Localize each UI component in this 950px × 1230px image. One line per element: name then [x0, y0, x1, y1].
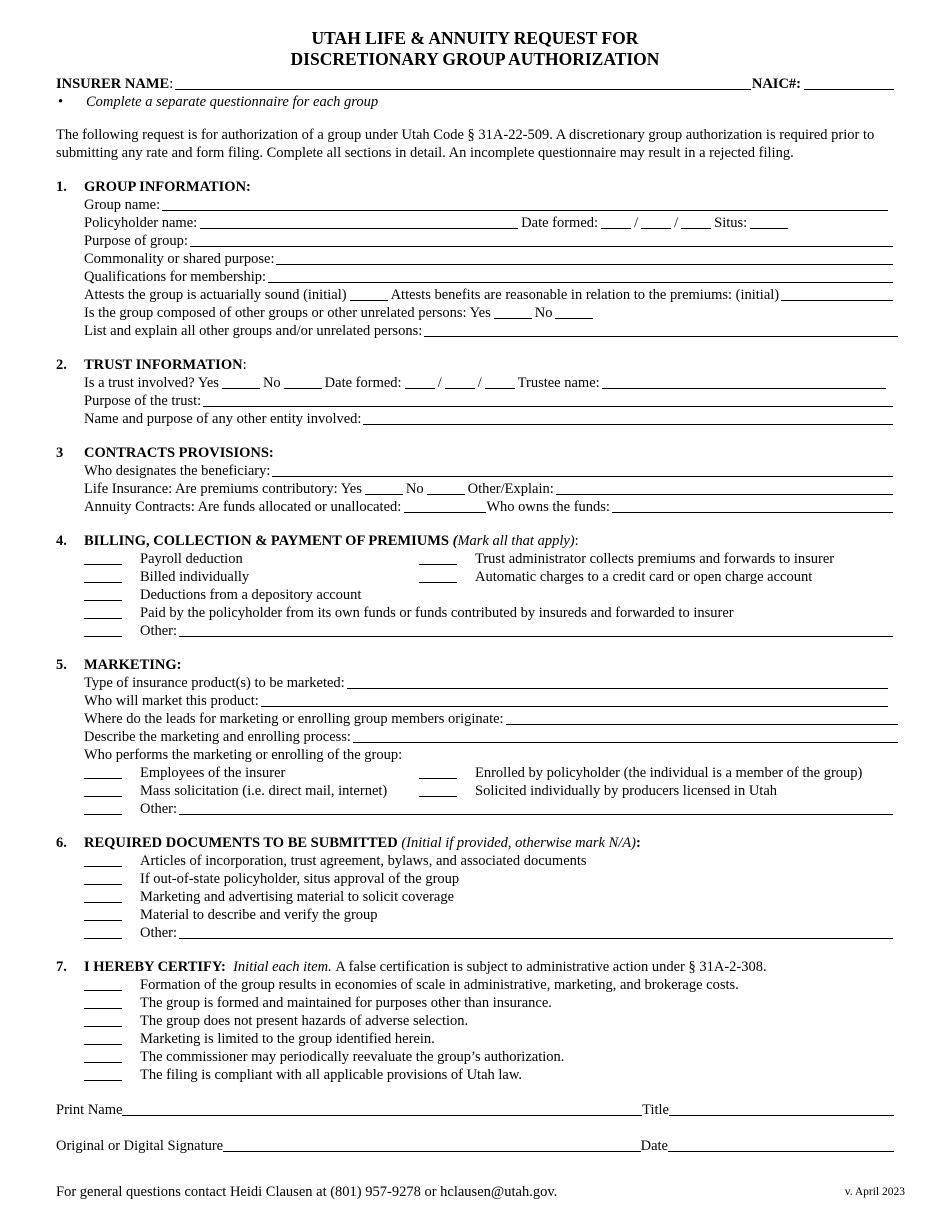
section-7-note: Initial each item. [233, 959, 332, 975]
certify-4-initial[interactable] [84, 1031, 122, 1045]
beneficiary-label: Who designates the beneficiary: [84, 463, 271, 479]
date-formed-day[interactable] [641, 215, 671, 229]
situs-field[interactable] [750, 215, 788, 229]
certify-6-initial[interactable] [84, 1067, 122, 1081]
trust-admin-label: Trust administrator collects premiums and forwards to insurer [475, 551, 835, 567]
section-3-number: 3 [56, 445, 64, 461]
group-name-field[interactable] [162, 197, 888, 211]
section-trust-information: 2. TRUST INFORMATION : Is a trust involved? Yes No Date formed: / / Trustee name: Purpose of the trust: Name and purpose of any other entity involved: [56, 356, 894, 428]
doc-articles-label: Articles of incorporation, trust agreement, bylaws, and associated documents [140, 853, 587, 869]
product-type-label: Type of insurance product(s) to be marketed: [84, 675, 345, 691]
mass-label: Mass solicitation (i.e. direct mail, internet) [140, 783, 388, 799]
trust-date-label: Date formed: [324, 375, 402, 391]
purpose-field[interactable] [190, 233, 893, 247]
trust-date-year[interactable] [485, 375, 515, 389]
paid-by-label: Paid by the policyholder from its own funds or funds contributed by insureds and forwarded to insurer [140, 605, 734, 621]
doc-marketing-check[interactable] [84, 889, 122, 903]
doc-verify-label: Material to describe and verify the group [140, 907, 378, 923]
life-no[interactable] [427, 481, 465, 495]
life-contributory-label: Life Insurance: Are premiums contributory: Yes [84, 481, 362, 497]
date-formed-month[interactable] [601, 215, 631, 229]
annuity-label: Annuity Contracts: Are funds allocated or unallocated: [84, 499, 402, 515]
section-billing: 4. BILLING, COLLECTION & PAYMENT OF PREMIUMS ( Mark all that apply) : Payroll deduction Trust administrator collects premiums and forwards to insurer Billed individually Automatic charges to a credit card or open charge account Deductions from a depository account Paid by the policyholder from its own funds or funds contributed by insureds and forwarded to insurer Other: [56, 532, 894, 640]
trust-yes[interactable] [222, 375, 260, 389]
section-required-documents: 6. REQUIRED DOCUMENTS TO BE SUBMITTED (Initial if provided, otherwise mark N/A) : Articles of incorporation, trust agreement, bylaws, and associated documents If out-of-state policyholder, situs approval of the group Marketing and advertising material to solicit coverage Material to describe and verify the group Other: [56, 834, 894, 942]
employees-label: Employees of the insurer [140, 765, 286, 781]
solicited-label: Solicited individually by producers licensed in Utah [475, 783, 778, 799]
section-certify [56, 958, 894, 1084]
certify-3-initial[interactable] [84, 1013, 122, 1027]
naic-label: NAIC#: [751, 76, 801, 92]
title-line-1: UTAH LIFE & ANNUITY REQUEST FOR [311, 28, 639, 48]
title-label: Title [642, 1102, 669, 1118]
annuity-field[interactable] [404, 499, 486, 513]
date-field[interactable] [668, 1138, 894, 1152]
situs-label: Situs: [714, 215, 748, 231]
certify-5-label: The commissioner may periodically reevaluate the group’s authorization. [140, 1049, 565, 1065]
section-5-number: 5. [56, 657, 67, 673]
trust-no[interactable] [284, 375, 322, 389]
section-4-note: Mark all that apply) [457, 533, 575, 549]
section-1-number: 1. [56, 179, 67, 195]
insurer-row: INSURER NAME : NAIC#: [56, 75, 894, 93]
beneficiary-field[interactable] [272, 463, 893, 477]
doc-situs-label: If out-of-state policyholder, situs approval of the group [140, 871, 460, 887]
deductions-label: Deductions from a depository account [140, 587, 362, 603]
other-explain-field[interactable] [556, 481, 893, 495]
describe-process-label: Describe the marketing and enrolling process: [84, 729, 351, 745]
section-2-heading: TRUST INFORMATION [84, 357, 243, 373]
marketing-other-label: Other: [140, 801, 178, 817]
doc-situs-check[interactable] [84, 871, 122, 885]
footer-contact: For general questions contact Heidi Clausen at (801) 957-9278 or hclausen@utah.gov. [56, 1184, 558, 1200]
billed-label: Billed individually [140, 569, 250, 585]
form-title [56, 28, 894, 70]
purpose-label: Purpose of group: [84, 233, 188, 249]
bullet-note: • Complete a separate questionnaire for each group [58, 94, 379, 110]
section-2-number: 2. [56, 357, 67, 373]
leads-label: Where do the leads for marketing or enrolling group members originate: [84, 711, 504, 727]
list-groups-field[interactable] [424, 323, 898, 337]
attest-reasonable-initial[interactable] [781, 287, 893, 301]
doc-verify-check[interactable] [84, 907, 122, 921]
solicited-check[interactable] [419, 783, 457, 797]
mass-check[interactable] [84, 783, 122, 797]
policyholder-field[interactable] [200, 215, 518, 229]
certify-1-initial[interactable] [84, 977, 122, 991]
section-7-number: 7. [56, 959, 67, 975]
leads-field[interactable] [506, 711, 898, 725]
composed-no[interactable] [555, 305, 593, 319]
title-field[interactable] [669, 1102, 894, 1116]
attest-sound-initial[interactable] [350, 287, 388, 301]
section-6-heading: REQUIRED DOCUMENTS TO BE SUBMITTED [84, 835, 398, 851]
section-contracts-provisions [56, 444, 894, 516]
enrolled-check[interactable] [419, 765, 457, 779]
commonality-field[interactable] [276, 251, 893, 265]
trust-purpose-label: Purpose of the trust: [84, 393, 202, 409]
certify-2-initial[interactable] [84, 995, 122, 1009]
certify-5-initial[interactable] [84, 1049, 122, 1063]
employees-check[interactable] [84, 765, 122, 779]
print-name-label: Print Name [56, 1102, 123, 1118]
certify-1-label: Formation of the group results in economies of scale in administrative, marketing, and brokerage costs. [140, 977, 739, 993]
life-yes[interactable] [365, 481, 403, 495]
trustee-label: Trustee name: [517, 375, 600, 391]
bullet-text: Complete a separate questionnaire for each group [86, 94, 379, 110]
trust-no-label: No [262, 375, 281, 391]
who-owns-label: Who owns the funds: [486, 499, 610, 515]
who-market-field[interactable] [261, 693, 888, 707]
composed-yes[interactable] [494, 305, 532, 319]
billing-other-field[interactable] [179, 623, 893, 637]
section-6-note: (Initial if provided, otherwise mark N/A) [401, 835, 636, 851]
print-name-row [56, 1101, 894, 1119]
doc-articles-check[interactable] [84, 853, 122, 867]
print-name-field[interactable] [122, 1102, 642, 1116]
attest-reasonable-label: Attests benefits are reasonable in relation to the premiums: (initial) [390, 287, 780, 303]
version-label: v. April 2023 [844, 1186, 905, 1198]
commonality-label: Commonality or shared purpose: [84, 251, 275, 267]
certify-6-label: The filing is compliant with all applicable provisions of Utah law. [140, 1067, 523, 1083]
section-5-heading: MARKETING: [84, 657, 182, 673]
other-entity-label: Name and purpose of any other entity involved: [84, 411, 362, 427]
auto-charge-check[interactable] [419, 569, 457, 583]
date-label: Date [640, 1138, 668, 1154]
other-entity-field[interactable] [363, 411, 893, 425]
composed-no-label: No [534, 305, 553, 321]
section-3-heading: CONTRACTS PROVISIONS: [84, 445, 274, 461]
trust-date-day[interactable] [445, 375, 475, 389]
composed-label: Is the group composed of other groups or other unrelated persons: Yes [84, 305, 491, 321]
qualifications-field[interactable] [268, 269, 893, 283]
section-4-heading: BILLING, COLLECTION & PAYMENT OF PREMIUMS [84, 533, 449, 549]
product-type-field[interactable] [347, 675, 888, 689]
marketing-other-check[interactable] [84, 801, 122, 815]
date-formed-year[interactable] [681, 215, 711, 229]
paid-by-check[interactable] [84, 605, 122, 619]
attest-sound-label: Attests the group is actuarially sound (initial) [84, 287, 347, 303]
billing-other-label: Other: [140, 623, 178, 639]
who-performs-label: Who performs the marketing or enrolling of the group: [84, 747, 403, 763]
enrolled-label: Enrolled by policyholder (the individual is a member of the group) [475, 765, 863, 781]
marketing-other-field[interactable] [179, 801, 893, 815]
signature-label: Original or Digital Signature [56, 1138, 224, 1154]
other-explain-label: Other/Explain: [467, 481, 554, 497]
trust-admin-check[interactable] [419, 551, 457, 565]
payroll-label: Payroll deduction [140, 551, 243, 567]
auto-charge-label: Automatic charges to a credit card or open charge account [475, 569, 813, 585]
group-name-label: Group name: [84, 197, 161, 213]
billing-other-check[interactable] [84, 623, 122, 637]
billed-check[interactable] [84, 569, 122, 583]
intro-paragraph: The following request is for authorization of a group under Utah Code § 31A-22-509. A discretionary group authorization is required prior to submitting any rate and form filing. Complete all sections in detail. An incomplete questionnaire may result in a rejected filing. [56, 127, 875, 161]
deductions-check[interactable] [84, 587, 122, 601]
section-7-heading: I HEREBY CERTIFY: [84, 959, 226, 975]
describe-process-field[interactable] [353, 729, 898, 743]
certify-4-label: Marketing is limited to the group identified herein. [140, 1031, 435, 1047]
signature-field[interactable] [223, 1138, 641, 1152]
section-6-number: 6. [56, 835, 67, 851]
qualifications-label: Qualifications for membership: [84, 269, 267, 285]
doc-other-label: Other: [140, 925, 178, 941]
who-market-label: Who will market this product: [84, 693, 259, 709]
section-group-information: 1. GROUP INFORMATION: Group name: Policyholder name: Date formed: / / Situs: Purpose of group: Commonality or shared purpose: Qualifications for membership: Attests the group is actuarially sound (initial) Attests benefits are reasonable in relation to the premiums: (initial) Is the group composed of other groups or other unrelated persons: Yes No List and explain all other groups and/or unrelated persons: [56, 178, 894, 340]
doc-other-check[interactable] [84, 925, 122, 939]
life-no-label: No [405, 481, 424, 497]
section-7-warning: A false certification is subject to administrative action under § 31A-2-308. [335, 959, 767, 975]
trust-involved-label: Is a trust involved? Yes [84, 375, 219, 391]
who-owns-field[interactable] [612, 499, 893, 513]
insurer-label: INSURER NAME [56, 76, 170, 92]
section-marketing [56, 656, 894, 818]
naic-field[interactable] [804, 76, 894, 90]
insurer-name-field[interactable] [175, 76, 751, 90]
trustee-field[interactable] [602, 375, 886, 389]
list-groups-label: List and explain all other groups and/or unrelated persons: [84, 323, 423, 339]
certify-3-label: The group does not present hazards of adverse selection. [140, 1013, 469, 1029]
section-4-number: 4. [56, 533, 67, 549]
doc-marketing-label: Marketing and advertising material to solicit coverage [140, 889, 455, 905]
form-page [56, 28, 894, 1155]
trust-purpose-field[interactable] [203, 393, 893, 407]
payroll-check[interactable] [84, 551, 122, 565]
section-1-heading: GROUP INFORMATION: [84, 179, 251, 195]
title-line-2: DISCRETIONARY GROUP AUTHORIZATION [290, 49, 660, 69]
signature-row [56, 1137, 894, 1155]
certify-2-label: The group is formed and maintained for purposes other than insurance. [140, 995, 552, 1011]
policyholder-label: Policyholder name: [84, 215, 198, 231]
doc-other-field[interactable] [179, 925, 893, 939]
trust-date-month[interactable] [405, 375, 435, 389]
date-formed-label: Date formed: [521, 215, 599, 231]
